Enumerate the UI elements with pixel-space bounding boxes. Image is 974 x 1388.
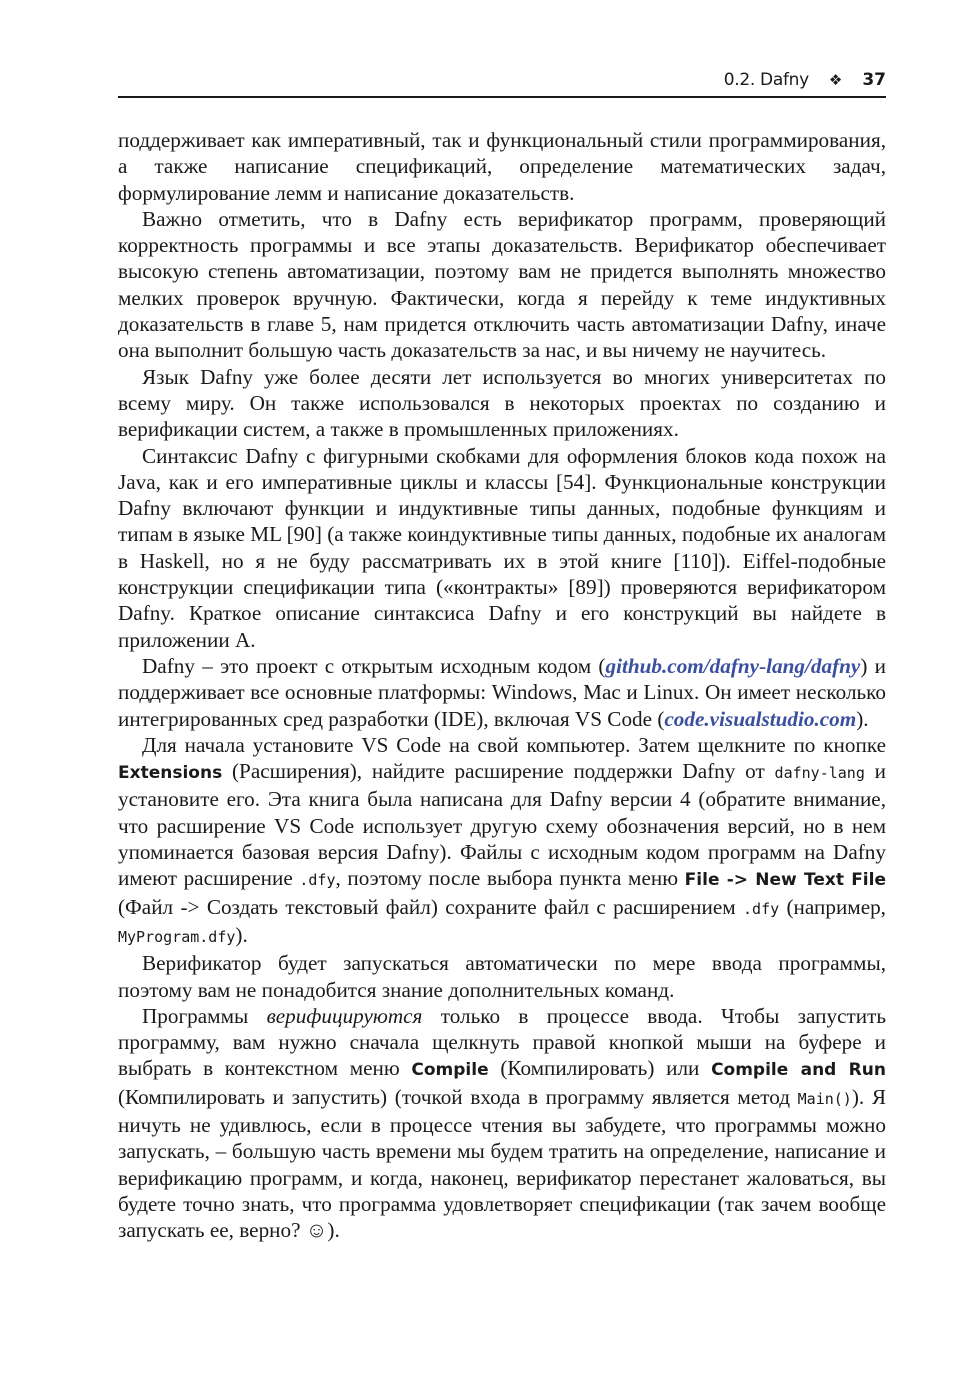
- section-title: 0.2. Dafny: [723, 70, 809, 90]
- page-body: [118, 127, 886, 1243]
- paragraph-8: [118, 1003, 886, 1244]
- text: и установите его. Эта книга была написана для Dafny версии 4 (обратите внимание, что расширение VS Code использует другую схему обозначения версий, но в нем упоминается базовая версия Dafny). Файлы с исходным кодом программ на Dafny имеют расширение: [118, 759, 886, 891]
- paragraph-5: [118, 653, 886, 732]
- paragraph-6: [118, 732, 886, 950]
- code-main: Main(): [797, 1089, 852, 1108]
- text: только в процессе ввода. Чтобы запустить программу, вам нужно сначала щелкнуть правой кнопкой мыши на буфере и выбрать в контекстном меню: [118, 1003, 886, 1081]
- running-header: [118, 68, 886, 98]
- code-dfy: .dfy: [743, 899, 780, 918]
- paragraph-4: Синтаксис Dafny с фигурными скобками для оформления блоков кода похож на Java, как и его императивные циклы и классы [54]. Функциональные конструкции Dafny включают функции и индуктивные типы данных, подобные функциям и типам в языке ML [90] (а также коиндуктивные типы данных, подобные их аналогам в Haskell, но я не буду рассматривать их в этой книге [110]). Eiffel-подобные конструкции спецификации типа («контракты» [89]) проверяются верификатором Dafny. Краткое описание синтаксиса Dafny и его конструкций вы найдете в приложении A.: [118, 443, 886, 652]
- text: Для начала установите VS Code на свой компьютер. Затем щелкните по кнопке: [142, 732, 886, 757]
- vscode-link[interactable]: code.visualstudio.com: [664, 706, 857, 731]
- code-dafny-lang: dafny-lang: [774, 764, 865, 783]
- text: ).: [235, 922, 248, 947]
- paragraph-2: Важно отметить, что в Dafny есть верификатор программ, проверяющий корректность программы и все этапы доказательств. Верификатор обеспечивает высокую степень автоматизации, поэтому вам не придется выполнять множество мелких проверок вручную. Фактически, когда я перейду к теме индуктивных доказательств в главе 5, нам придется отключить часть автоматизации Dafny, иначе она выполнит большую часть доказательств за нас, и вы ничему не научитесь.: [118, 206, 886, 363]
- header-right: [724, 70, 886, 90]
- emphasis: верифицируются: [266, 1003, 423, 1028]
- paragraph-7: Верификатор будет запускаться автоматически по мере ввода программы, поэтому вам не понадобится знание дополнительных команд.: [118, 951, 886, 1002]
- paragraph-1: поддерживает как императивный, так и функциональный стили программирования, а также написание спецификаций, определение математических задач, формулирование лемм и написание доказательств.: [118, 128, 886, 205]
- text: Dafny – это проект с открытым исходным кодом (: [142, 653, 606, 678]
- text: (Компилировать и запустить) (точкой входа в программу является метод: [118, 1084, 798, 1109]
- ui-term-compile: Compile: [411, 1060, 489, 1081]
- text: ) и поддерживает все основные платформы: Windows, Mac и Linux. Он имеет несколько интегрированных сред разработки (IDE), включая VS Code (: [118, 653, 886, 731]
- ui-term-compile-and-run: Compile and Run: [711, 1060, 886, 1081]
- page-number: 37: [862, 70, 886, 90]
- text: ). Я ничуть не удивлюсь, если в процессе чтения вы забудете, что программы можно запускать, – большую часть времени мы будем тратить на определение, написание и верификацию программ, и когда, наконец, верификатор перестанет жаловаться, вы будете точно знать, что программа удовлетворяет спецификации (так зачем вообще запускать ее, верно? ☺).: [118, 1084, 886, 1243]
- text: (Компилировать) или: [488, 1056, 712, 1081]
- paragraph-3: Язык Dafny уже более десяти лет используется во многих университетах по всему миру. Он также использовался в некоторых проектах по созданию и верификации систем, а также в промышленных приложениях.: [118, 364, 886, 442]
- text: , поэтому после выбора пункта меню: [335, 866, 685, 891]
- code-myprogram: MyProgram.dfy: [118, 927, 236, 946]
- ui-term-new-text-file: File -> New Text File: [684, 870, 886, 891]
- code-dfy: .dfy: [299, 871, 336, 890]
- text: (например,: [779, 894, 886, 919]
- text: Программы: [142, 1003, 267, 1028]
- github-link[interactable]: github.com/dafny-lang/dafny: [605, 653, 861, 678]
- ornament-icon: ❖: [828, 71, 843, 89]
- text: (Расширения), найдите расширение поддержки Dafny от: [222, 759, 775, 784]
- text: (Файл -> Создать текстовый файл) сохраните файл с расширением: [118, 894, 744, 919]
- ui-term-extensions: Extensions: [118, 763, 223, 784]
- text: ).: [856, 706, 869, 731]
